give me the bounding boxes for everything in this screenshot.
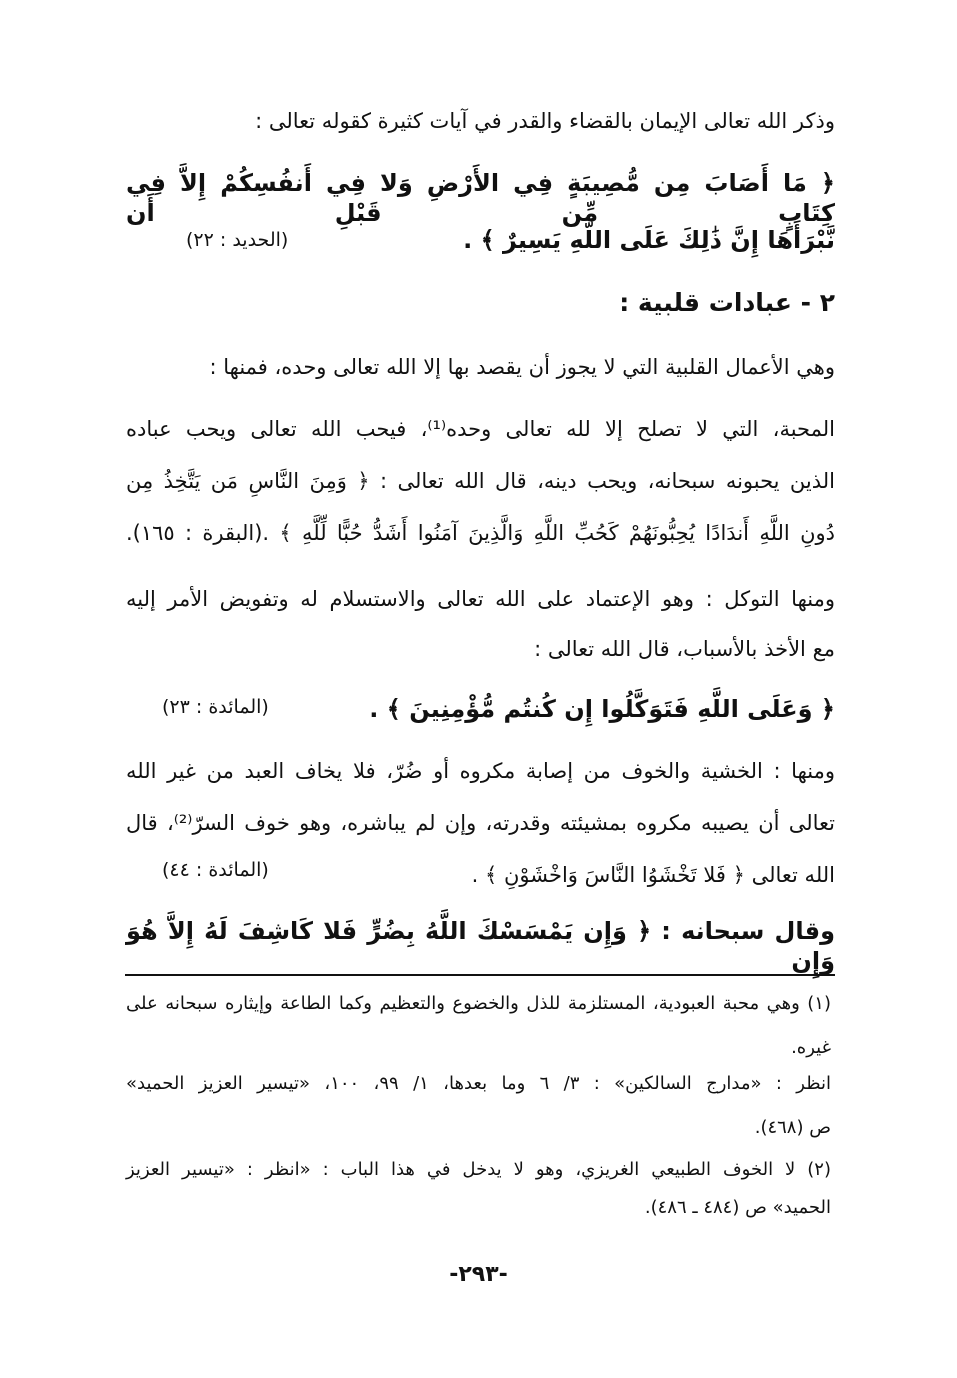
page-number: -٢٩٣- — [449, 1262, 508, 1287]
footnote-2-line-1: (٢) لا الخوف الطبيعي الغريزي، وهو لا يدخل في هذا الباب : «انظر : «تيسير العزيز — [126, 1159, 831, 1180]
footnote-1-line-1: (١) وهي محبة العبودية، المستلزمة للذل والخضوع والتعظيم وكما الطاعة وإيثاره سبحانه على — [126, 993, 831, 1014]
quran-verse-hadid-line-1: ﴿ مَا أَصَابَ مِن مُّصِيبَةٍ فِي الأَرْضِ وَلا فِي أَنفُسِكُمْ إِلاَّ فِي كِتَابٍ مِّن قَبْلِ أَن — [126, 169, 835, 227]
paragraph-line: وهي الأعمال القلبية التي لا يجوز أن يقصد بها إلا الله تعالى وحده، فمنها : — [209, 355, 835, 379]
footnote-1-line-4: ص (٤٦٨). — [754, 1117, 831, 1138]
paragraph-line: تعالى أن يصيبه مكروه بمشيئته وقدرته، وإن لم يباشره، وهو خوف السرّ⁽²⁾، قال — [126, 811, 835, 835]
paragraph-line: الذين يحبونه سبحانه، ويحب دينه، قال الله تعالى : ﴿ وَمِنَ النَّاسِ مَن يَتَّخِذُ مِن — [126, 469, 835, 493]
paragraph-line: ومنها التوكل : وهو الإعتماد على الله تعالى والاستسلام له وتفويض الأمر إليه — [126, 587, 835, 611]
paragraph-line: الله تعالى ﴿ فَلا تَخْشَوُا النَّاسَ وَاخْشَوْنِ ﴾ . — [471, 863, 835, 887]
footnote-divider — [125, 974, 835, 976]
verse-reference-maidah-44: (المائدة : ٤٤) — [162, 859, 269, 881]
paragraph-line: وقال سبحانه : ﴿ وَإِن يَمْسَسْكَ اللَّهُ بِضُرٍّ فَلا كَاشِفَ لَهُ إِلاَّ هُوَ وَإِن — [126, 917, 835, 975]
paragraph-line: ومنها : الخشية والخوف من إصابة مكروه أو ضُرّ، فلا يخاف العبد من غير الله — [126, 759, 835, 783]
paragraph-line: المحبة، التي لا تصلح إلا لله تعالى وحده⁽¹⁾، فيحب الله تعالى ويحب عباده — [126, 417, 835, 441]
paragraph-line: دُونِ اللَّهِ أَندَادًا يُحِبُّونَهُمْ كَحُبِّ اللَّهِ وَالَّذِينَ آمَنُوا أَشَدُّ حُبًّا لِّلَّهِ ﴾ .(البقرة : ١٦٥). — [126, 521, 835, 545]
verse-reference-hadid: (الحديد : ٢٢) — [186, 229, 289, 251]
footnote-1-line-3: انظر : «مدارج السالكين» : ٣/ ٦ وما بعدها، ١/ ٩٩، ١٠٠، «تيسير العزيز الحميد» — [126, 1073, 831, 1094]
quran-verse-maidah-23: ﴿ وَعَلَى اللَّهِ فَتَوَكَّلُوا إِن كُنتُم مُّؤْمِنِينَ ﴾ . — [369, 695, 835, 723]
footnote-2-line-2: الحميد» ص (٤٨٤ ـ ٤٨٦). — [644, 1197, 831, 1218]
footnote-1-line-2: غيره. — [791, 1037, 831, 1058]
section-heading: ٢ - عبادات قلبية : — [619, 288, 835, 317]
paragraph-line: مع الأخذ بالأسباب، قال الله تعالى : — [534, 637, 835, 661]
intro-line: وذكر الله تعالى الإيمان بالقضاء والقدر في آيات كثيرة كقوله تعالى : — [255, 109, 835, 133]
verse-reference-maidah-23: (المائدة : ٢٣) — [162, 696, 269, 718]
quran-verse-hadid-line-2: نَّبْرَأَهَا إِنَّ ذَٰلِكَ عَلَى اللَّهِ يَسِيرٌ ﴾ . — [463, 226, 835, 254]
